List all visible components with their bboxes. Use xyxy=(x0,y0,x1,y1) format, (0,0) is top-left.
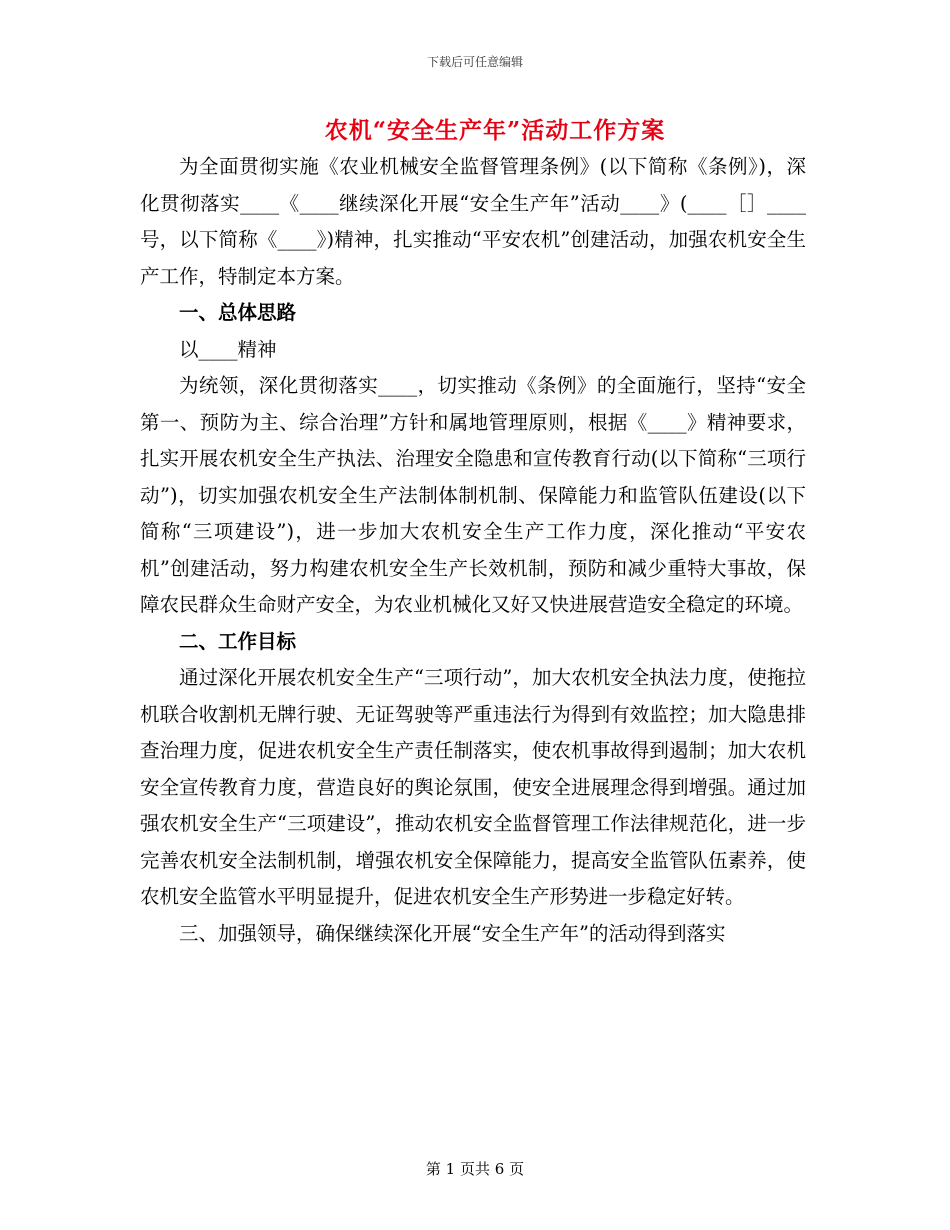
page-number: 第 1 页共 6 页 xyxy=(425,1160,525,1178)
approach-paragraph: 为统领，深化贯彻落实____，切实推动《条例》的全面施行，坚持“安全第一、预防为主、综合治理”方针和属地管理原则，根据《____》精神要求，扎实开展农机安全生产执法、治理安全隐患和宣传教育行动(以下简称“三项行动”)，切实加强农机安全生产法制体制机制、保障能力和监管队伍建设(以下简称“三项建设”)，进一步加大农机安全生产工作力度，深化推动“平安农机”创建活动，努力构建农机安全生产长效机制，预防和减少重特大事故，保障农民群众生命财产安全，为农业机械化又好又快进展营造安全稳定的环境。 xyxy=(140,374,806,616)
section-heading-work-goals: 二、工作目标 xyxy=(179,629,297,653)
document-body xyxy=(140,149,806,952)
header-note: 下载后可任意编辑 xyxy=(426,55,523,69)
section-heading-overall-approach: 一、总体思路 xyxy=(179,301,297,324)
goals-paragraph: 通过深化开展农机安全生产“三项行动”，加大农机安全执法力度，使拖拉机联合收割机无牌行驶、无证驾驶等严重违法行为得到有效监控；加大隐患排查治理力度，促进农机安全生产责任制落实，使农机事故得到遏制；加大农机安全宣传教育力度，营造良好的舆论氛围，使安全进展理念得到增强。通过加强农机安全生产“三项建设”，推动农机安全监督管理工作法律规范化，进一步完善农机安全法制机制，增强农机安全保障能力，提高安全监管队伍素养，使农机安全监管水平明显提升，促进农机安全生产形势进一步稳定好转。 xyxy=(140,666,806,908)
intro-paragraph: 为全面贯彻实施《农业机械安全监督管理条例》(以下简称《条例》)，深化贯彻落实____《____继续深化开展“安全生产年”活动____》(____［］____号，以下简称《____》)精神，扎实推动“平安农机”创建活动，加强农机安全生产工作，特制定本方案。 xyxy=(140,155,806,288)
approach-lead-line: 以____精神 xyxy=(179,337,277,361)
document-title: 农机“安全生产年”活动工作方案 xyxy=(324,117,666,144)
section-heading-leadership: 三、加强领导，确保继续深化开展“安全生产年”的活动得到落实 xyxy=(179,921,726,945)
